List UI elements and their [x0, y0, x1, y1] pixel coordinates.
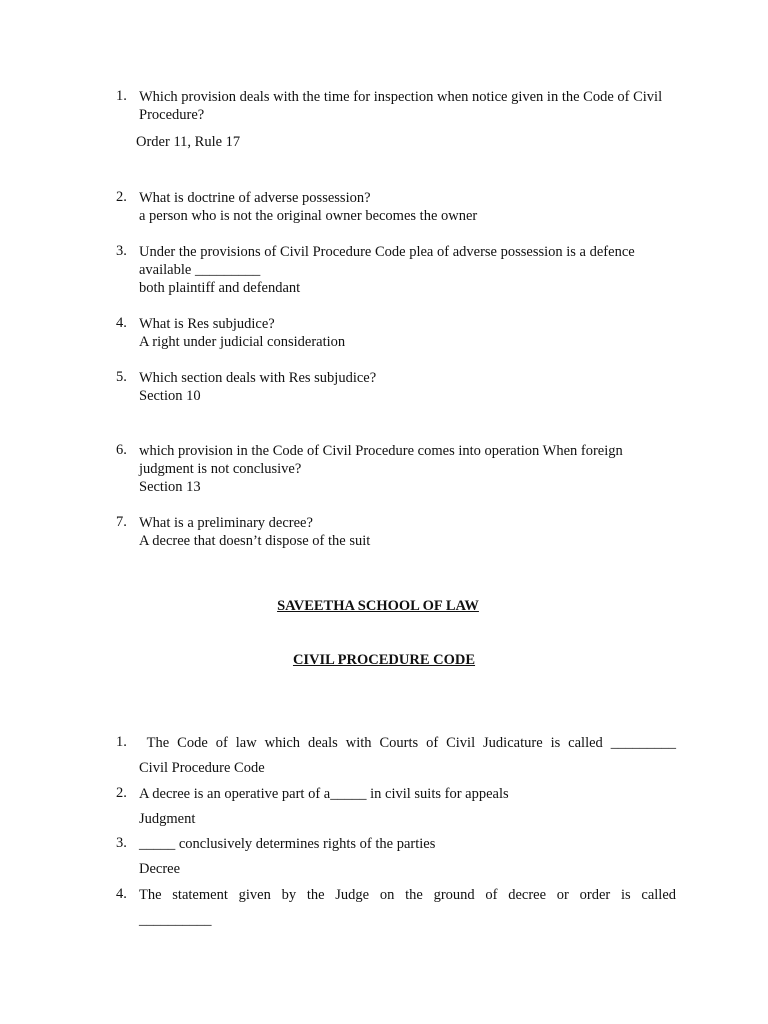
- question-number: 1.: [116, 734, 127, 750]
- question-item: [116, 785, 676, 828]
- question-number: 6.: [116, 442, 127, 458]
- question-item: [116, 88, 676, 124]
- answer-text: Judgment: [139, 811, 196, 827]
- answer-text: A right under judicial consideration: [139, 334, 346, 350]
- school-heading: SAVEETHA SCHOOL OF LAW: [277, 598, 479, 614]
- question-text: What is Res subjudice?: [139, 316, 275, 332]
- question-number: 3.: [116, 243, 127, 259]
- question-item: [116, 189, 676, 225]
- question-item: [116, 442, 676, 496]
- question-text: Under the provisions of Civil Procedure Code plea of adverse possession is a defence available _________: [139, 244, 635, 278]
- question-item: [116, 243, 676, 297]
- question-text: The Code of law which deals with Courts of Civil Judicature is called _________: [139, 735, 676, 751]
- question-text: Which provision deals with the time for inspection when notice given in the Code of Civil Procedure?: [139, 89, 663, 123]
- question-item: [116, 734, 676, 777]
- answer-blank: __________: [139, 912, 212, 928]
- question-item: [116, 835, 676, 878]
- question-text: A decree is an operative part of a_____ in civil suits for appeals: [139, 786, 509, 802]
- question-text: which provision in the Code of Civil Procedure comes into operation When foreign judgment is not conclusive?: [139, 443, 623, 477]
- question-number: 3.: [116, 835, 127, 851]
- question-number: 1.: [116, 88, 127, 104]
- question-number: 4.: [116, 886, 127, 902]
- question-number: 4.: [116, 315, 127, 331]
- subject-heading: CIVIL PROCEDURE CODE: [292, 652, 476, 668]
- question-number: 2.: [116, 785, 127, 801]
- answer-text: both plaintiff and defendant: [139, 280, 301, 296]
- question-number: 2.: [116, 189, 127, 205]
- answer-text: a person who is not the original owner becomes the owner: [139, 208, 478, 224]
- question-text: What is a preliminary decree?: [139, 515, 313, 531]
- answer-text: Decree: [139, 861, 181, 877]
- answer-text: Section 10: [139, 388, 201, 404]
- question-text: _____ conclusively determines rights of the parties: [139, 836, 436, 852]
- answer-text: Civil Procedure Code: [139, 760, 265, 776]
- question-item: [116, 369, 676, 405]
- question-item: [116, 514, 676, 550]
- question-number: 5.: [116, 369, 127, 385]
- answer-text: Order 11, Rule 17: [136, 134, 241, 150]
- question-text: Which section deals with Res subjudice?: [139, 370, 377, 386]
- answer-text: A decree that doesn’t dispose of the suit: [139, 533, 371, 549]
- question-text: The statement given by the Judge on the ground of decree or order is called: [139, 887, 676, 903]
- question-text: What is doctrine of adverse possession?: [139, 190, 371, 206]
- question-item: [116, 315, 676, 351]
- question-item: [116, 886, 676, 929]
- answer-text: Section 13: [139, 479, 201, 495]
- question-number: 7.: [116, 514, 127, 530]
